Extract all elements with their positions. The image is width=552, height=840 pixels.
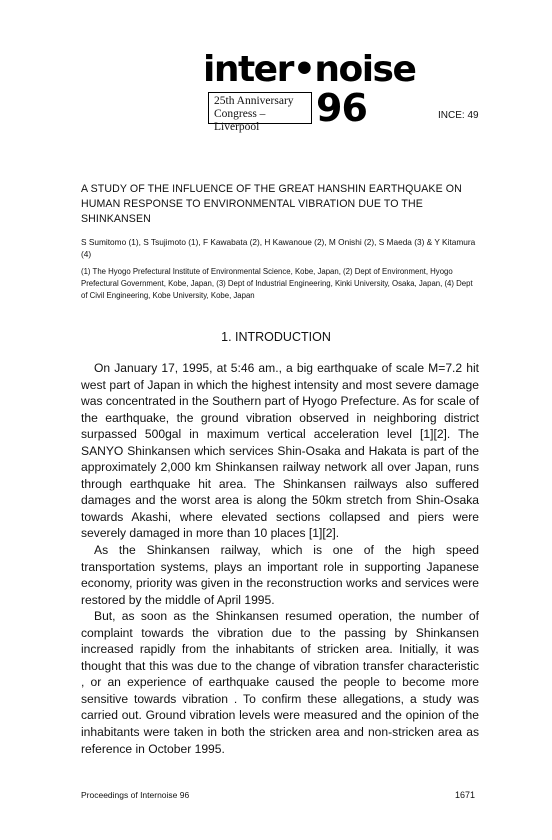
section-heading: 1. INTRODUCTION <box>221 330 331 344</box>
logo-title: inter•noise <box>203 49 416 90</box>
body-text <box>81 360 479 757</box>
paragraph: But, as soon as the Shinkansen resumed operation, the number of complaint towards the vibration due to the passing by Shinkansen increased rapidly from the inhabitants of stricken area. Initially, it was thought that this was due to the change of vibration transfer characteristic , or an experience of earthquake caused the people to become more sensitive towards vibration . To confirm these allegations, a study was carried out. Ground vibration levels were measured and the opinion of the inhabitants were taken in both the stricken area and non-stricken area as reference in October 1995. <box>81 609 479 756</box>
author-list: S Sumitomo (1), S Tsujimoto (1), F Kawabata (2), H Kawanoue (2), M Onishi (2), S Maeda (3) & Y Kitamura (4) <box>81 237 476 259</box>
conference-logo <box>203 49 416 133</box>
page-number: 1671 <box>455 790 476 800</box>
logo-anniversary: 25th Anniversary <box>214 95 294 107</box>
logo-anniversary-box <box>208 92 312 133</box>
paragraph: As the Shinkansen railway, which is one of the high speed transportation systems, plays an important role in supporting Japanese economy, priority was given in the reconstruction works and services were restored by the middle of April 1995. <box>81 543 479 607</box>
paper-code: INCE: 49 <box>438 110 479 121</box>
affiliations: (1) The Hyogo Prefectural Institute of Environmental Science, Kobe, Japan, (2) Dept of Environment, Hyogo Prefectural Government, Kobe, Japan, (3) Dept of Industrial Engineering, Kinki University, Osaka, Japan, (4) Dept of Civil Engineering, Kobe University, Kobe, Japan <box>81 267 473 300</box>
logo-year: 96 <box>316 86 367 130</box>
proceedings-footer: Proceedings of Internoise 96 <box>81 790 190 800</box>
paragraph: On January 17, 1995, at 5:46 am., a big earthquake of scale M=7.2 hit west part of Japan in which the highest intensity and most severe damage was concentrated in the Southern part of Hyogo Prefecture. As for scale of the earthquake, the ground vibration observed in neighboring district surpassed 500gal in maximum vertical acceleration level [1][2]. The SANYO Shinkansen which services Shin-Osaka and Hakata is part of the approximately 2,000 km Shinkansen railway network all over Japan, runs through earthquake hit area. The Shinkansen railways also suffered damages and the worst area is along the 50km stretch from Shin-Osaka towards Akashi, where elevated sections collapsed and piers were severely damaged in more than 10 places [1][2]. <box>81 361 479 541</box>
paper-title: A STUDY OF THE INFLUENCE OF THE GREAT HANSHIN EARTHQUAKE ON HUMAN RESPONSE TO ENVIRONMENTAL VIBRATION DUE TO THE SHINKANSEN <box>81 183 462 225</box>
logo-congress: Congress – Liverpool <box>214 108 266 133</box>
